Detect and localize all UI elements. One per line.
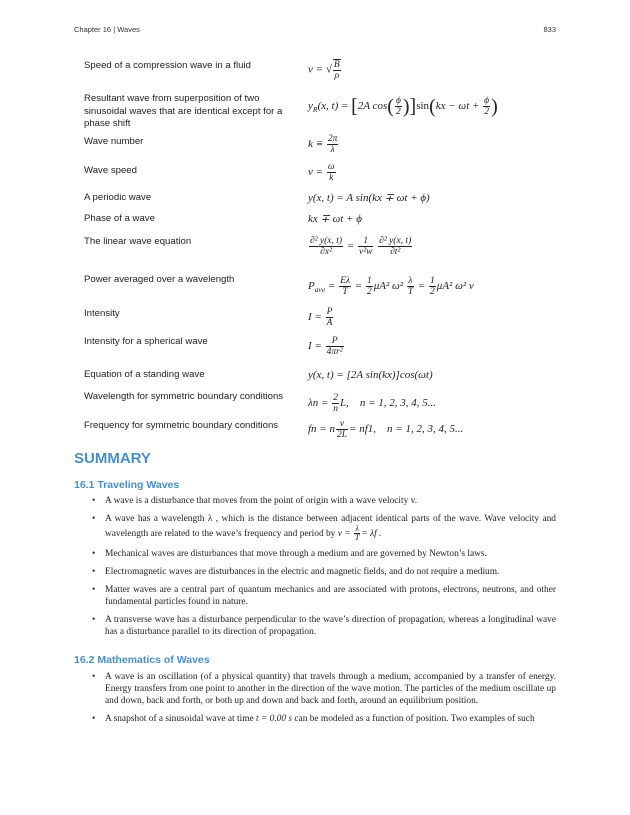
equation-label: A periodic wave [84, 192, 152, 203]
equation-expression: fn = n $\frac{v}{2L}$ = nf1, n = 1, 2, 3, 4, 5... [308, 419, 464, 440]
running-header-chapter: Chapter 16 | Waves [74, 25, 140, 34]
equation-expression: v = √ $\frac{B}{\rho}$ [308, 60, 340, 81]
equation-expression: I = $\frac{P}{A}$ [308, 307, 333, 328]
equation-expression: $\frac{\text{∂² y(x, t)}}{\text{∂x²}}$ = $\frac{1}{\text{v²w}}$ $\frac{\text{∂² y(x, t)}}{\text{∂t²}}$ [310, 236, 412, 257]
equation-expression: I = $\frac{P}{\text{4πr²}}$ [308, 336, 343, 357]
equation-expression: y(x, t) = A sin(kx ∓ ωt + ϕ) [308, 192, 430, 204]
section-heading: 16.2 Mathematics of Waves [74, 654, 210, 666]
equation-expression: λn = $\frac{2}{n}$ L, n = 1, 2, 3, 4, 5... [308, 393, 436, 414]
inline-equation: t = 0.00 s [256, 714, 293, 725]
equation-expression: kx ∓ ωt + ϕ [308, 213, 362, 225]
list-item: • A snapshot of a sinusoidal wave at time t = 0.00 s can be modeled as a function of position. Two examples of such [92, 713, 556, 725]
equation-expression: y(x, t) = [2A sin(kx)]cos(ωt) [308, 369, 433, 381]
section-heading: 16.1 Traveling Waves [74, 479, 180, 491]
equation-expression: k ≡ $\frac{2\pi}{\lambda}$ [308, 134, 338, 155]
list-item: • A transverse wave has a disturbance perpendicular to the wave’s direction of propagation, whereas a longitudinal wave has a disturbance parallel to its direction of propagation. [92, 614, 556, 638]
equation-label: Phase of a wave [84, 213, 155, 224]
equation-label: Frequency for symmetric boundary conditions [84, 420, 279, 431]
list-item: • A wave is a disturbance that moves from the point of origin with a wave velocity v. [92, 495, 556, 507]
equation-label: Intensity [84, 308, 120, 319]
bullet-list [92, 495, 556, 644]
list-item: • Mechanical waves are disturbances that move through a medium and are governed by Newton’s laws. [92, 548, 556, 560]
bullet-list [92, 671, 556, 731]
summary-heading: SUMMARY [74, 450, 151, 467]
equation-label: Intensity for a spherical wave [84, 336, 208, 347]
equation-label: Wave speed [84, 165, 137, 176]
equation-label: Wavelength for symmetric boundary conditions [84, 391, 284, 402]
equation-expression: $P_{ave}$ = $\frac{E\lambda}{T}$ = $\frac{1}{2}$ μA² ω² $\frac{\lambda}{T}$ = $\frac{1}{2}$ μA² ω² v [308, 276, 474, 297]
equation-label: Wave number [84, 136, 144, 147]
equation-label: Equation of a standing wave [84, 369, 205, 380]
equation-expression: $y_R(x$, t) = [2A cos( $\frac{\phi}{2}$ )]sin(kx − ωt + $\frac{\phi}{2}$ ) [308, 95, 498, 118]
list-item: • A wave has a wavelength λ , which is the distance between adjacent identical parts of the wave. Wave velocity and wavelength are related to the wave’s frequency and period by v = $\frac{\lambda}{T}$ = λf . [92, 513, 556, 543]
equation-label: Speed of a compression wave in a fluid [84, 60, 251, 71]
equation-label: Power averaged over a wavelength [84, 274, 235, 285]
equation-expression: v = $\frac{\omega}{k}$ [308, 162, 335, 183]
equation-label: The linear wave equation [84, 236, 192, 247]
list-item: • Electromagnetic waves are disturbances in the electric and magnetic fields, and do not require a medium. [92, 566, 556, 578]
equation-label: Resultant wave from superposition of two sinusoidal waves that are identical except for a phase shift [84, 93, 283, 129]
list-item: • Matter waves are a central part of quantum mechanics and are associated with protons, electrons, neutrons, and other fundamental particles found in nature. [92, 584, 556, 608]
inline-equation: v = $\frac{\lambda}{T}$ = λf . [337, 523, 382, 543]
list-item: • A wave is an oscillation (of a physical quantity) that travels through a medium, accompanied by a transfer of energy. Energy transfers from one point to another in the direction of the wave motion. The particles of the medium oscillate up and down, back and forth, or both up and down and back and forth, around an equilibrium position. [92, 671, 556, 708]
page-number: 833 [543, 25, 556, 34]
